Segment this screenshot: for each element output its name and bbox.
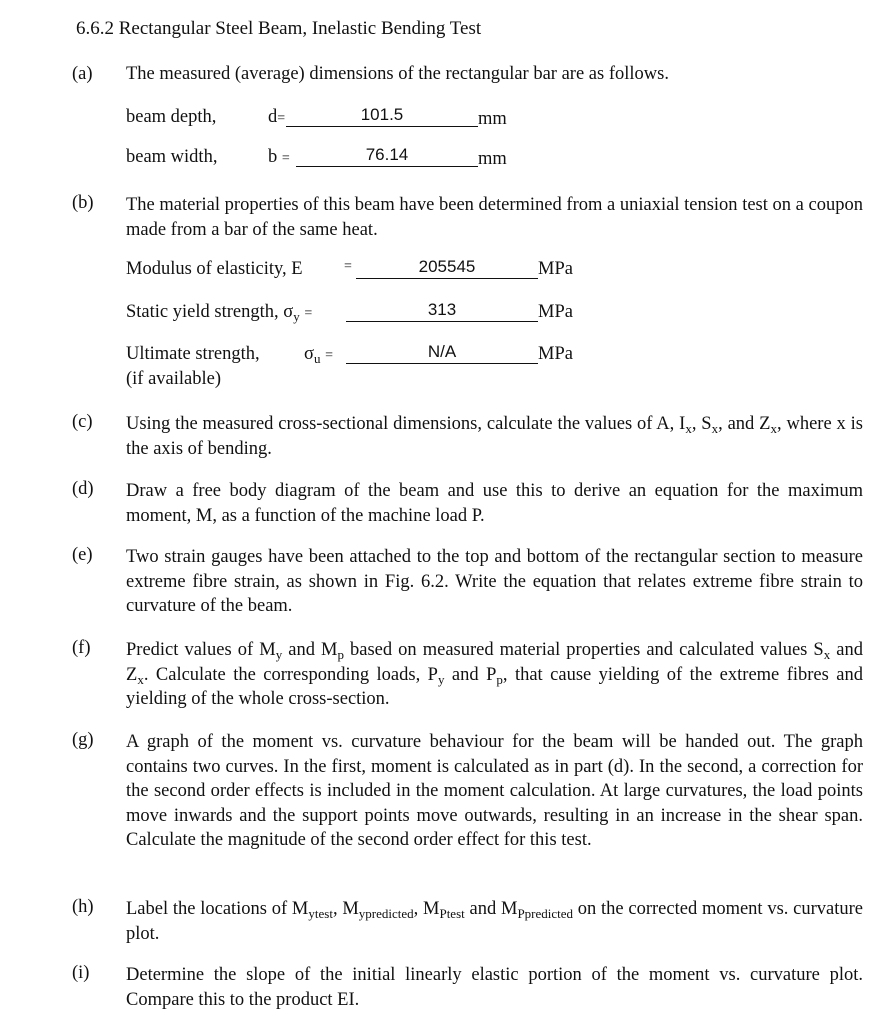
item-label-d: (d) (72, 479, 94, 499)
item-b-intro: The material properties of this beam have been determined from a uniaxial tension test on a coupon made from a bar of the same heat. (126, 195, 863, 240)
item-label-c: (c) (72, 412, 93, 432)
item-a-intro: The measured (average) dimensions of the rectangular bar are as follows. (126, 64, 669, 84)
item-label-e: (e) (72, 545, 93, 565)
modulus-unit: MPa (538, 259, 573, 279)
yield-unit: MPa (538, 302, 573, 322)
ultimate-note: (if available) (126, 369, 222, 389)
item-d-text: Draw a free body diagram of the beam and use this to derive an equation for the maximum moment, M, as a function of the machine load P. (126, 481, 863, 526)
item-c-text: Using the measured cross-sectional dimensions, calculate the values of A, $I_x$, $S_x$, and $Z_x$, where x is the axis of bending. (126, 414, 863, 459)
item-label-b: (b) (72, 193, 94, 213)
item-label-i: (i) (72, 963, 90, 983)
item-h-text: Label the locations of $M_{ytest}$, $M_{ypredicted}$, $M_{Ptest}$ and $M_{Ppredicted}$ on the corrected moment vs. curvature plot. (126, 899, 863, 944)
item-label-a: (a) (72, 64, 93, 84)
beam-depth-symbol: d= (268, 107, 286, 127)
ultimate-symbol: $\sigma_u$ = (304, 344, 334, 366)
beam-depth-label: beam depth, (126, 107, 217, 127)
modulus-label: Modulus of elasticity, E (126, 259, 303, 279)
yield-label: Static yield strength, $\sigma_y$ = (126, 302, 313, 324)
beam-width-unit: mm (478, 149, 507, 169)
modulus-field[interactable]: 205545 (356, 256, 538, 279)
modulus-eq: = (344, 259, 352, 274)
item-i-text: Determine the slope of the initial linearly elastic portion of the moment vs. curvature plot. Compare this to the product EI. (126, 965, 863, 1010)
page-title: 6.6.2 Rectangular Steel Beam, Inelastic Bending Test (76, 18, 482, 39)
item-label-h: (h) (72, 897, 94, 917)
beam-width-symbol: b = (268, 147, 290, 167)
ultimate-unit: MPa (538, 344, 573, 364)
beam-depth-field[interactable]: 101.5 (286, 104, 478, 127)
beam-width-label: beam width, (126, 147, 218, 167)
ultimate-label: Ultimate strength, (126, 344, 260, 364)
beam-width-field[interactable]: 76.14 (296, 144, 478, 167)
item-label-g: (g) (72, 730, 94, 750)
item-label-f: (f) (72, 638, 91, 658)
beam-depth-unit: mm (478, 109, 507, 129)
ultimate-field[interactable]: N/A (346, 341, 538, 364)
item-g-text: A graph of the moment vs. curvature behaviour for the beam will be handed out. The graph contains two curves. In the first, moment is calculated as in part (d). In the second, a correction for the second order effects is included in the moment calculation. At large curvatures, the load points move inwards and the support points move outwards, resulting in an increase in the shear span. Calculate the magnitude of the second order effect for this test. (126, 732, 863, 850)
item-e-text: Two strain gauges have been attached to the top and bottom of the rectangular section to measure extreme fibre strain, as shown in Fig. 6.2. Write the equation that relates extreme fibre strain to curvature of the beam. (126, 547, 863, 616)
item-f-text: Predict values of $M_y$ and $M_p$ based on measured material properties and calculated values $S_x$ and $Z_x$. Calculate the corresponding loads, $P_y$ and $P_p$, that cause yielding of the extreme fibres and yielding of the whole cross-section. (126, 640, 863, 709)
yield-field[interactable]: 313 (346, 299, 538, 322)
